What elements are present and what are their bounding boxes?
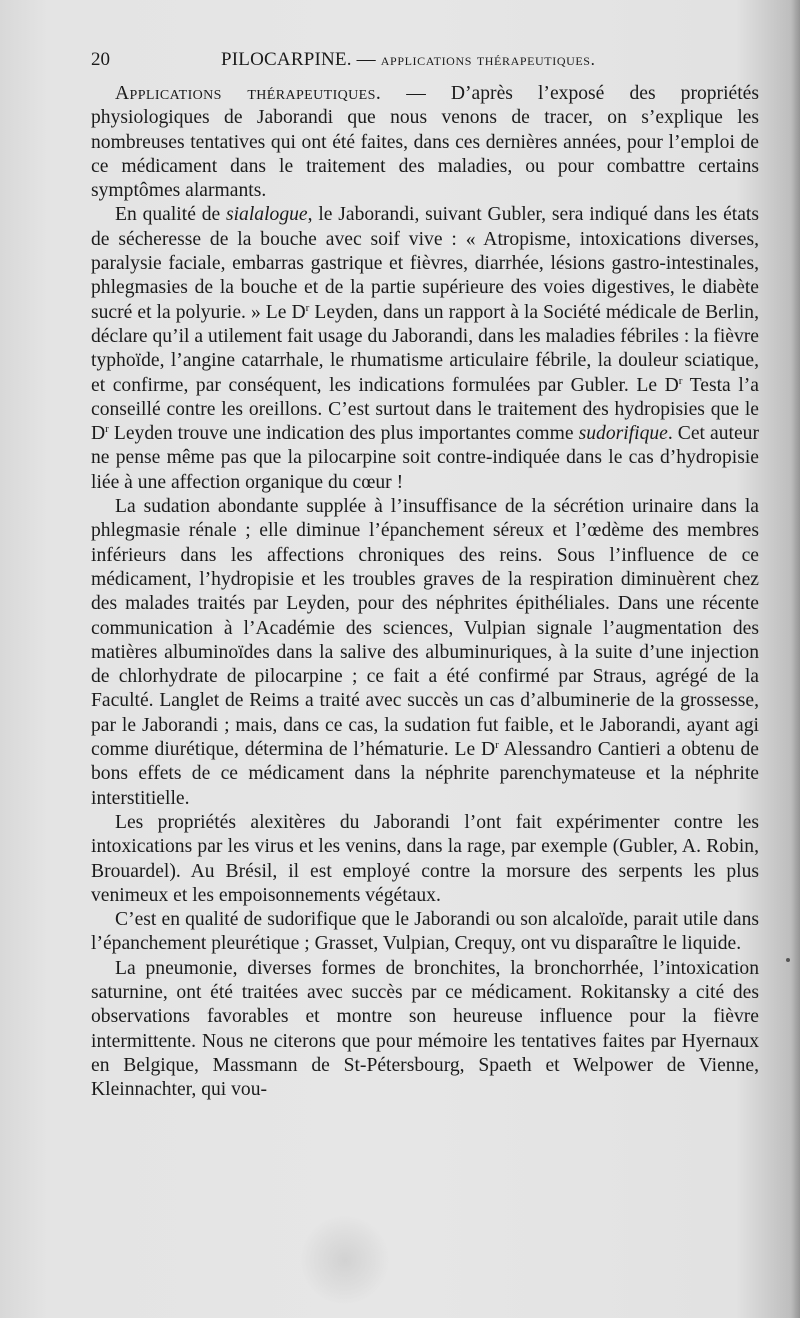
text-run: Leyden, dans un rapport à la Société médicale de Berlin, déclare qu’il a utilement fait usage du Jaborandi, dans les maladies fébriles : la fièvre typhoïde, l’angine catarrhale, le rhumatisme articulaire fébrile, la douleur sciatique, et confirme, par conséquent, les indications formulées par Gubler. Le D bbox=[91, 301, 759, 396]
ink-smudge bbox=[300, 1215, 390, 1305]
paragraph-sudorifique bbox=[91, 908, 759, 957]
body-text bbox=[91, 82, 759, 1102]
paragraph-sudation bbox=[91, 495, 759, 811]
running-title-dash: — bbox=[351, 49, 381, 70]
text-run: . Cet auteur ne pense même pas que la pilocarpine soit contre-indiquée dans le cas d’hydropisie liée à une affection organique du cœur ! bbox=[91, 423, 759, 493]
text-run: Leyden trouve une indication des plus importantes comme bbox=[108, 423, 579, 445]
paragraph-pneumonie bbox=[91, 957, 759, 1103]
paragraph-sialalogue bbox=[91, 203, 759, 495]
superscript: r bbox=[105, 423, 109, 436]
text-run: Alessandro Cantieri a obtenu de bons effets de ce médicament dans la néphrite parenchymateuse et la néphrite interstitielle. bbox=[91, 739, 759, 809]
text-run: La sudation abondante supplée à l’insuffisance de la sécrétion urinaire dans la phlegmasie rénale ; elle diminue l’épanchement séreux et l’œdème des membres inférieurs dans les affections chroniques des reins. Sous l’influence de ce médicament, l’hydropisie et les troubles graves de la respiration diminuèrent chez des malades traités par Leyden, pour des néphrites épithéliales. Dans une récente communication à l’Académie des sciences, Vulpian signale l’augmentation des matières albuminoïdes dans la salive des albuminuriques, à la suite d’une injection de chlorhydrate de pilocarpine ; ce fait a été confirmé par Straus, agrégé de la Faculté. Langlet de Reims a traité avec succès un cas d’albuminerie de la grossesse, par le Jaborandi ; mais, dans ce cas, la sudation fut faible, et le Jaborandi, ayant agi comme diurétique, détermina de l’hématurie. Le D bbox=[91, 496, 759, 761]
paragraph-alexiteres bbox=[91, 811, 759, 908]
superscript: r bbox=[305, 301, 310, 314]
running-title-main: PILOCARPINE. bbox=[221, 49, 352, 70]
page-number: 20 bbox=[91, 49, 110, 70]
text-run: — D’après l’exposé des propriétés physiologiques de Jaborandi que nous venons de tracer, on s’explique les nombreuses tentatives qui ont été faites, dans ces dernières années, pour l’emploi de ce médicament dans le traitement des maladies, ou pour combattre certains symptômes alarmants. bbox=[91, 83, 759, 202]
text-run: Testa l’a conseillé contre les oreillons. C’est surtout dans le traitement des hydropisies que le D bbox=[91, 374, 759, 445]
text-run: , le Jaborandi, suivant Gubler, sera indiqué dans les états de sécheresse de la bouche avec soif vive : « Atropisme, intoxications diverses, paralysie faciale, embarras gastrique et fièvres, diarrhée, lésions gastro-intestinales, phlegmasies de la bouche et de la partie supérieure des voies digestives, le diabète sucré et la polyurie. » Le D bbox=[91, 204, 759, 323]
paragraph-applications bbox=[91, 82, 759, 203]
italic-term: sudorifique bbox=[578, 423, 668, 445]
section-lead: Applications thérapeutiques. bbox=[115, 83, 382, 104]
text-run: Les propriétés alexitères du Jaborandi l’ont fait expérimenter contre les intoxications par les virus et les venins, dans la rage, par exemple (Gubler, A. Robin, Brouardel). Au Brésil, il est employé contre la morsure des serpents les plus venimeux et les empoisonnements végétaux. bbox=[91, 811, 759, 906]
superscript: r bbox=[678, 374, 683, 387]
running-header bbox=[91, 46, 761, 74]
margin-mark bbox=[786, 958, 790, 962]
running-title bbox=[221, 46, 595, 74]
text-run: C’est en qualité de sudorifique que le Jaborandi ou son alcaloïde, parait utile dans l’épanchement pleurétique ; Grasset, Vulpian, Crequy, ont vu disparaître le liquide. bbox=[91, 909, 759, 955]
page-edge-shadow bbox=[790, 0, 800, 1318]
text-run: En qualité de bbox=[115, 204, 226, 226]
superscript: r bbox=[495, 739, 499, 752]
italic-term: sialalogue bbox=[225, 204, 308, 226]
text-run: La pneumonie, diverses formes de bronchites, la bronchorrhée, l’intoxication saturnine, ont été traitées avec succès par ce médicament. Rokitansky a cité des observations favorables et montre son heureuse influence pour la fièvre intermittente. Nous ne citerons que pour mémoire les tentatives faites par Hyernaux en Belgique, Massmann de St-Pétersbourg, Spaeth et Welpower de Vienne, Kleinnachter, qui vou- bbox=[91, 957, 759, 1101]
running-title-section: applications thérapeutiques. bbox=[380, 50, 596, 69]
